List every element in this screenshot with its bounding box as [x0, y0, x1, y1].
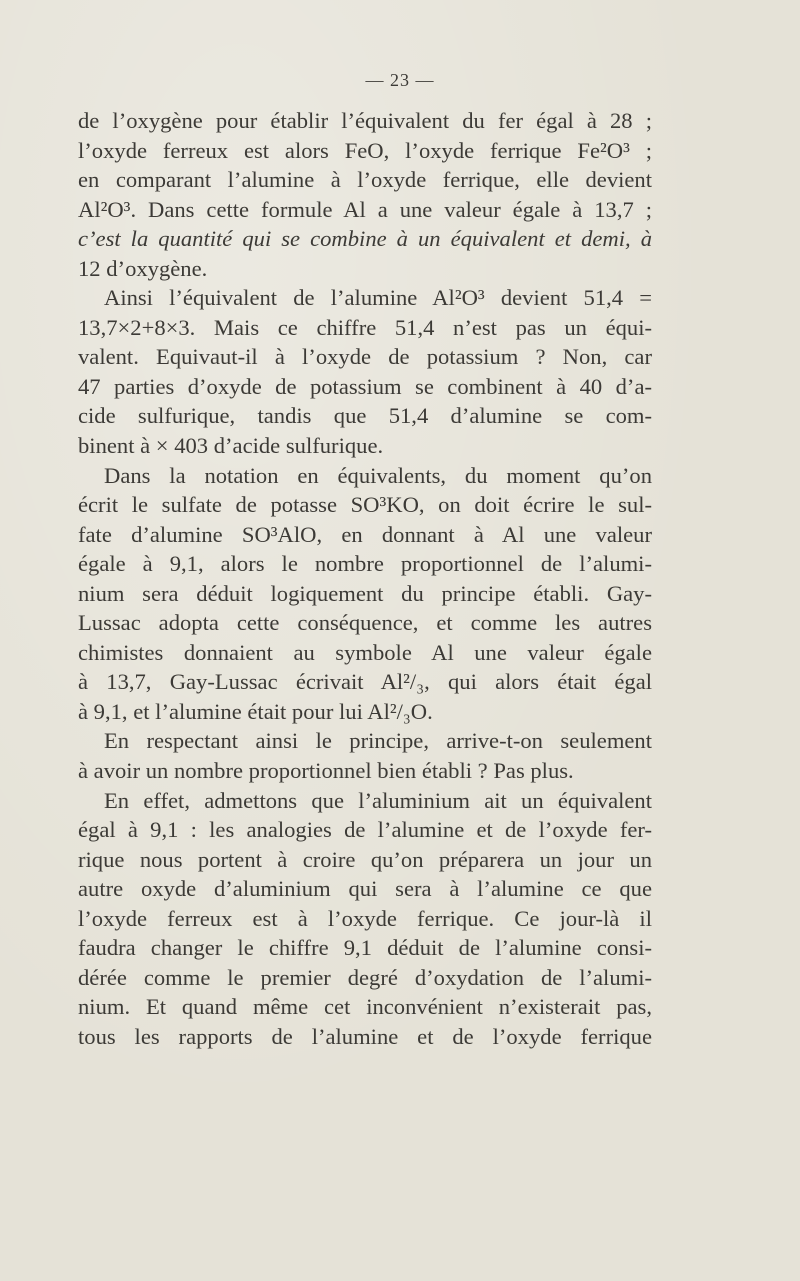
- text-line: 12 d’oxygène.: [78, 255, 208, 281]
- text-line: 47 parties d’oxyde de potassium se combinent à 40 d’a-: [78, 373, 652, 399]
- paragraph-start: Dans la notation en équivalents, du moment qu’on: [104, 462, 652, 488]
- text-line: de l’oxygène pour établir l’équivalent du fer égal à 28 ;: [78, 108, 652, 133]
- text-line: Lussac adopta cette conséquence, et comme les autres: [78, 610, 652, 636]
- text-line: l’oxyde ferreux est à l’oxyde ferrique. Ce jour-là il: [78, 905, 652, 931]
- text-line: fate d’alumine SO³AlO, en donnant à Al une valeur: [78, 521, 652, 547]
- text-line: en comparant l’alumine à l’oxyde ferrique, elle devient: [78, 167, 652, 193]
- text-line: écrit le sulfate de potasse SO³KO, on doit écrire le sul-: [78, 492, 652, 518]
- text-line: nium. Et quand même cet inconvénient n’existerait pas,: [78, 994, 652, 1020]
- text-line-italic: c’est la quantité qui se combine à un équivalent et demi, à: [78, 226, 652, 252]
- text-line: cide sulfurique, tandis que 51,4 d’alumine se com-: [78, 403, 652, 429]
- text-line: faudra changer le chiffre 9,1 déduit de l’alumine consi-: [78, 935, 652, 961]
- text-line: égal à 9,1 : les analogies de l’alumine et de l’oxyde fer-: [78, 817, 652, 843]
- text-line: chimistes donnaient au symbole Al une valeur égale: [78, 639, 652, 665]
- paragraph-start: En respectant ainsi le principe, arrive-t-on seulement: [104, 728, 652, 754]
- text-line: à 13,7, Gay-Lussac écrivait Al²/₃, qui alors était égal: [78, 669, 652, 695]
- text-line: l’oxyde ferreux est alors FeO, l’oxyde ferrique Fe²O³ ;: [78, 137, 652, 163]
- text-line: égale à 9,1, alors le nombre proportionnel de l’alumi-: [78, 551, 652, 577]
- text-line: binent à × 403 d’acide sulfurique.: [78, 433, 384, 459]
- paragraph-start: Ainsi l’équivalent de l’alumine Al²O³ devient 51,4 =: [104, 285, 652, 311]
- text-line: tous les rapports de l’alumine et de l’oxyde ferrique: [78, 1023, 652, 1049]
- page-number: — 23 —: [365, 70, 435, 90]
- paragraph-start: En effet, admettons que l’aluminium ait un équivalent: [104, 787, 652, 813]
- text-line: Al²O³. Dans cette formule Al a une valeur égale à 13,7 ;: [78, 196, 652, 222]
- text-line: 13,7×2+8×3. Mais ce chiffre 51,4 n’est pas un équi-: [78, 314, 652, 340]
- text-line: à avoir un nombre proportionnel bien établi ? Pas plus.: [78, 758, 574, 784]
- text-line: nium sera déduit logiquement du principe établi. Gay-: [78, 580, 652, 606]
- text-line: rique nous portent à croire qu’on préparera un jour un: [78, 846, 652, 872]
- body-text: [78, 106, 652, 1052]
- text-line: valent. Equivaut-il à l’oxyde de potassium ? Non, car: [78, 344, 652, 370]
- text-line: à 9,1, et l’alumine était pour lui Al²/₃O.: [78, 698, 433, 724]
- text-line: autre oxyde d’aluminium qui sera à l’alumine ce que: [78, 876, 652, 902]
- text-line: dérée comme le premier degré d’oxydation de l’alumi-: [78, 964, 652, 990]
